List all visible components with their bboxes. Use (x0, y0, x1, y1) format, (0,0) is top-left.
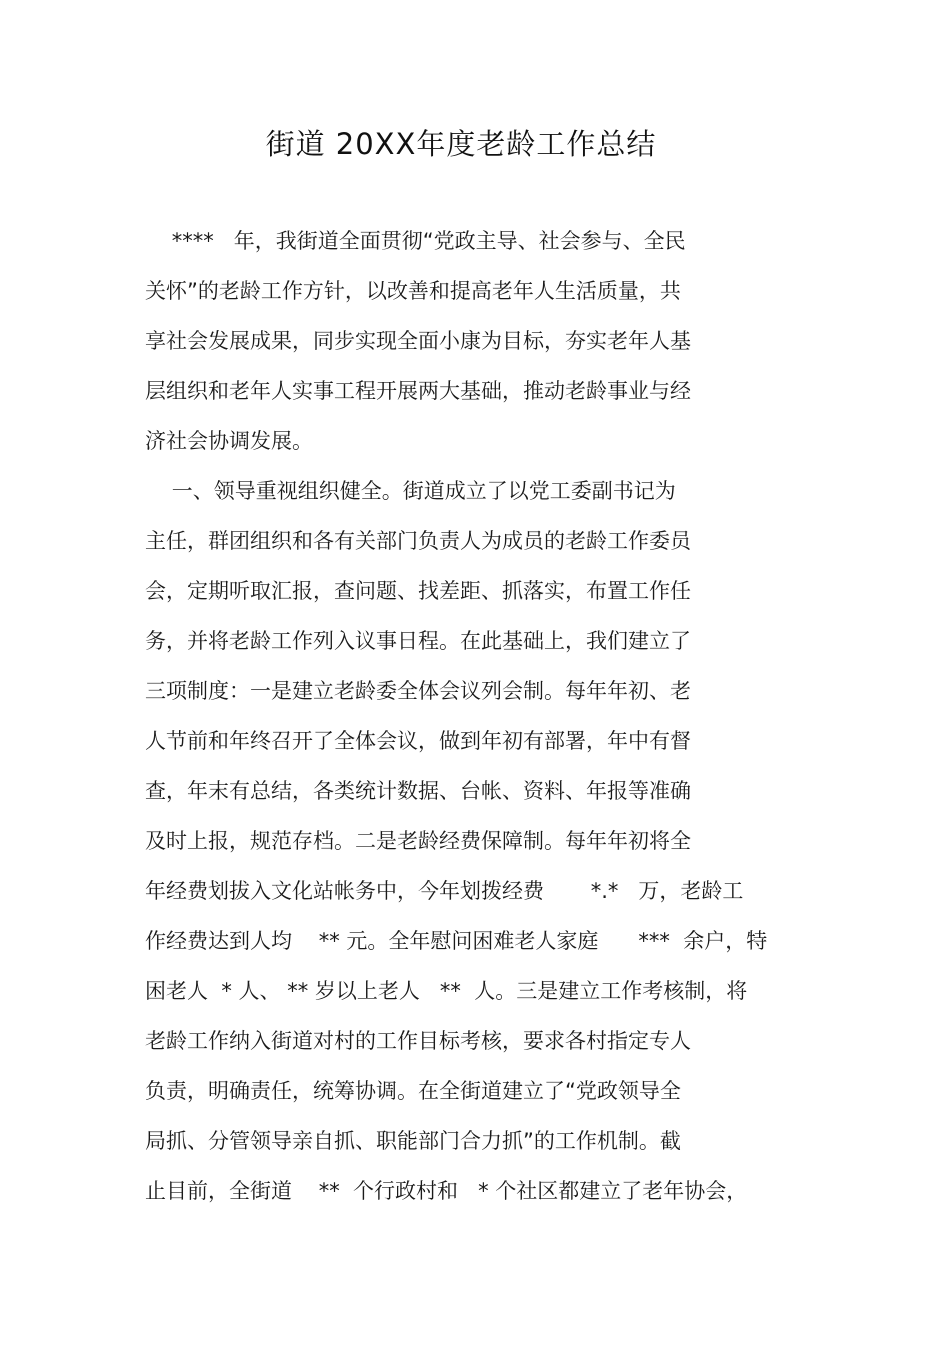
body-line: 困老人 * 人、 ** 岁以上老人 ** 人。三是建立工作考核制，将 (145, 979, 748, 1003)
body-line: 年经费划拔入文化站帐务中，今年划拨经费 *.* 万，老龄工 (145, 879, 744, 903)
body-line: 会，定期听取汇报，查问题、找差距、抓落实，布置工作任 (145, 579, 691, 603)
body-line: 老龄工作纳入街道对村的工作目标考核，要求各村指定专人 (145, 1029, 691, 1053)
body-line: 人节前和年终召开了全体会议，做到年初有部署，年中有督 (145, 729, 691, 753)
body-line: 止目前，全街道 ** 个行政村和 * 个社区都建立了老年协会， (145, 1179, 748, 1203)
body-line: 主任，群团组织和各有关部门负责人为成员的老龄工作委员 (145, 529, 691, 553)
body-line: **** 年，我街道全面贯彻“党政主导、社会参与、全民 (145, 229, 686, 253)
body-line: 负责，明确责任，统筹协调。在全街道建立了“党政领导全 (145, 1079, 681, 1103)
body-line: 关怀”的老龄工作方针，以改善和提高老年人生活质量，共 (145, 279, 681, 303)
body-line: 查，年末有总结，各类统计数据、台帐、资料、年报等准确 (145, 779, 691, 803)
body-line: 作经费达到人均 ** 元。全年慰问困难老人家庭 *** 余户，特 (145, 929, 768, 953)
body-line: 层组织和老年人实事工程开展两大基础，推动老龄事业与经 (145, 379, 691, 403)
body-line: 济社会协调发展。 (145, 429, 313, 453)
body-line: 及时上报，规范存档。二是老龄经费保障制。每年年初将全 (145, 829, 691, 853)
body-line: 三项制度：一是建立老龄委全体会议列会制。每年年初、老 (145, 679, 691, 703)
body-line: 一、领导重视组织健全。街道成立了以党工委副书记为 (145, 479, 676, 503)
body-line: 局抓、分管领导亲自抓、职能部门合力抓”的工作机制。截 (145, 1129, 681, 1153)
body-line: 享社会发展成果，同步实现全面小康为目标，夯实老年人基 (145, 329, 691, 353)
document-title: 街道 20XX年度老龄工作总结 (265, 127, 657, 161)
body-line: 务，并将老龄工作列入议事日程。在此基础上，我们建立了 (145, 629, 691, 653)
